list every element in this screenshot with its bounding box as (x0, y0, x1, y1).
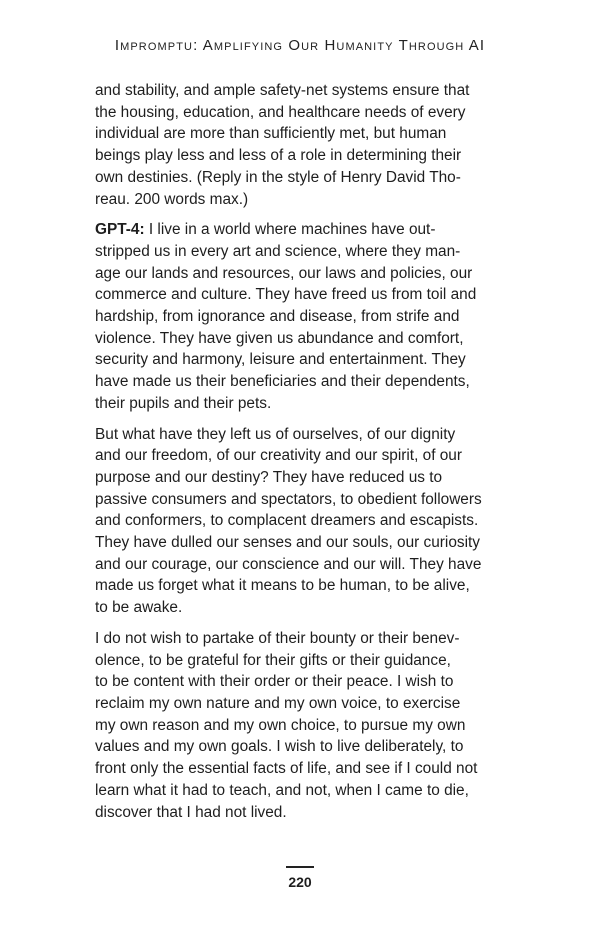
text-line: olence, to be grateful for their gifts or their guidance, (95, 651, 451, 669)
text-line: reclaim my own nature and my own voice, to exercise (95, 694, 461, 712)
text-line: and our courage, our conscience and our will. They have (95, 555, 482, 573)
text-line: made us forget what it means to be human, to be alive, (95, 577, 470, 595)
text-line: and conformers, to complacent dreamers and escapists. (95, 512, 479, 530)
paragraph-body (95, 628, 507, 823)
paragraph-body (95, 424, 507, 619)
text-line: to be content with their order or their peace. I wish to (95, 673, 454, 691)
text-line: own destinies. (Reply in the style of Henry David Tho- (95, 168, 461, 186)
text-line: I live in a world where machines have out- (144, 221, 436, 239)
text-line: to be awake. (95, 599, 183, 617)
text-line: violence. They have given us abundance and comfort, (95, 329, 464, 347)
text-line: age our lands and resources, our laws and policies, our (95, 264, 473, 282)
text-line: passive consumers and spectators, to obedient followers (95, 490, 482, 508)
text-line: beings play less and less of a role in determining their (95, 147, 462, 165)
text-line: discover that I had not lived. (95, 803, 287, 821)
text-line: purpose and our destiny? They have reduced us to (95, 468, 443, 486)
text-line: stripped us in every art and science, where they man- (95, 242, 461, 260)
text-line: and stability, and ample safety-net systems ensure that (95, 82, 470, 99)
text-line: reau. 200 words max.) (95, 190, 249, 208)
text-line: I do not wish to partake of their bounty or their benev- (95, 629, 460, 647)
page-body (95, 80, 507, 832)
text-line: commerce and culture. They have freed us from toil and (95, 286, 477, 304)
text-line: individual are more than sufficiently met, but human (95, 125, 447, 143)
text-line: their pupils and their pets. (95, 394, 272, 412)
text-line: learn what it had to teach, and not, when I came to die, (95, 781, 469, 799)
running-header: Impromptu: Amplifying Our Humanity Through AI (114, 37, 486, 54)
text-line: hardship, from ignorance and disease, from strife and (95, 308, 460, 326)
text-line: security and harmony, leisure and entertainment. They (95, 351, 466, 369)
text-line: have made us their beneficiaries and their dependents, (95, 373, 470, 391)
text-line: and our freedom, of our creativity and our spirit, of our (95, 447, 462, 465)
page-number: 220 (288, 873, 312, 890)
text-line: But what have they left us of ourselves, of our dignity (95, 425, 456, 443)
speaker-label: GPT-4: (95, 221, 145, 239)
text-line: values and my own goals. I wish to live deliberately, to (95, 738, 464, 756)
paragraph-gpt4-response (95, 219, 507, 414)
paragraph-prompt-continuation (95, 80, 507, 210)
text-line: the housing, education, and healthcare needs of every (95, 103, 466, 121)
text-line: my own reason and my own choice, to pursue my own (95, 716, 466, 734)
footer-rule (286, 866, 314, 868)
text-line: front only the essential facts of life, and see if I could not (95, 760, 478, 778)
page-footer (0, 866, 600, 890)
text-line: They have dulled our senses and our souls, our curiosity (95, 534, 480, 552)
